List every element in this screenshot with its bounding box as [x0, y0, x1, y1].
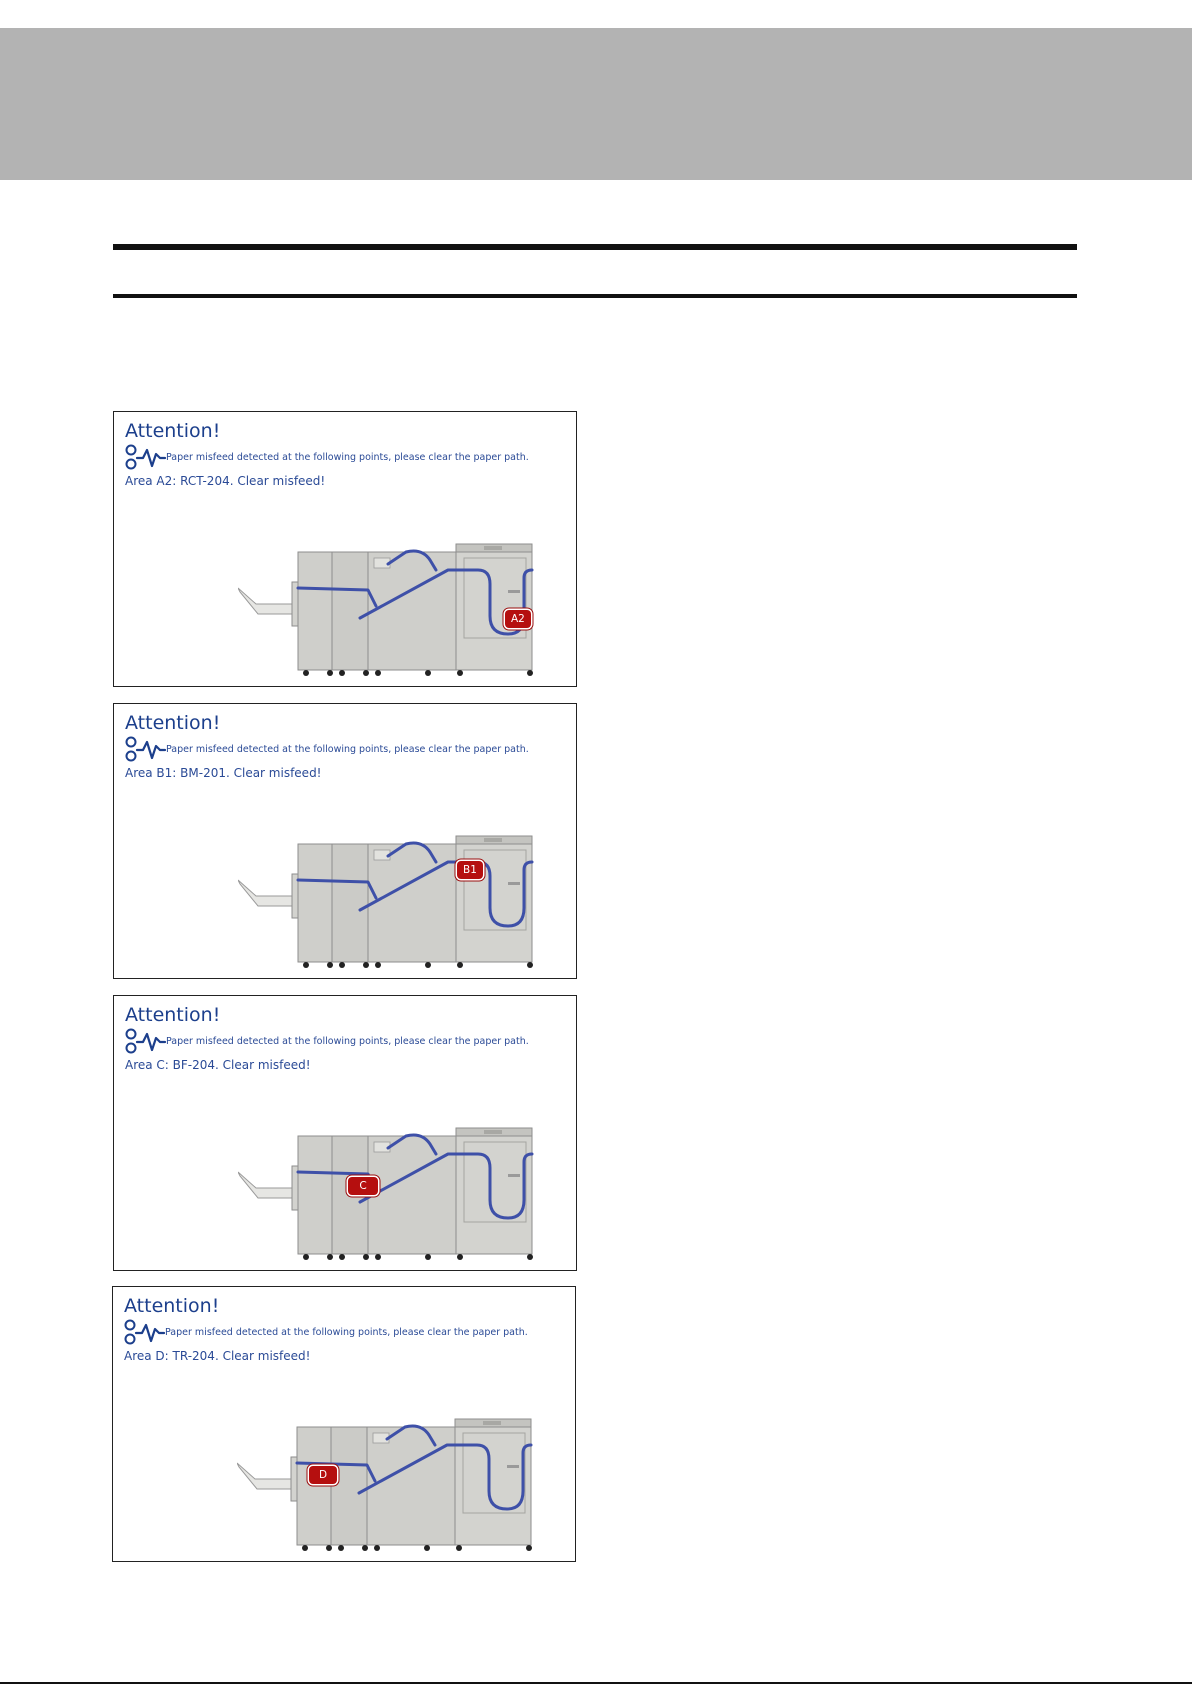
page-bottom-rule: [0, 1682, 1192, 1684]
misfeed-screen-b1: [113, 703, 577, 979]
misfeed-badge[interactable]: B1: [457, 861, 483, 879]
misfeed-icon: [124, 1319, 166, 1347]
misfeed-badge[interactable]: A2: [505, 610, 531, 628]
misfeed-badge[interactable]: D: [309, 1466, 337, 1484]
misfeed-screen-a2: [113, 411, 577, 687]
misfeed-icon: [125, 736, 167, 764]
machine-illustration: [237, 1417, 576, 1557]
machine-illustration: [238, 1126, 577, 1266]
panel-message: Paper misfeed detected at the following points, please clear the paper path.: [166, 744, 529, 755]
section-rule-top: [113, 244, 1077, 250]
panel-message: Paper misfeed detected at the following points, please clear the paper path.: [165, 1327, 528, 1338]
panel-title: Attention!: [124, 1295, 220, 1317]
panel-area-text: Area A2: RCT-204. Clear misfeed!: [125, 474, 326, 488]
machine-illustration: [238, 834, 577, 974]
section-rule-bottom: [113, 294, 1077, 298]
header-band: [0, 28, 1192, 180]
misfeed-icon: [125, 444, 167, 472]
panel-message: Paper misfeed detected at the following points, please clear the paper path.: [166, 452, 529, 463]
panel-title: Attention!: [125, 1004, 221, 1026]
panel-message: Paper misfeed detected at the following points, please clear the paper path.: [166, 1036, 529, 1047]
panel-title: Attention!: [125, 712, 221, 734]
misfeed-badge[interactable]: C: [348, 1177, 378, 1195]
misfeed-screen-c: [113, 995, 577, 1271]
misfeed-icon: [125, 1028, 167, 1056]
panel-title: Attention!: [125, 420, 221, 442]
panel-area-text: Area D: TR-204. Clear misfeed!: [124, 1349, 311, 1363]
misfeed-screen-d: [112, 1286, 576, 1562]
panel-area-text: Area C: BF-204. Clear misfeed!: [125, 1058, 311, 1072]
panel-area-text: Area B1: BM-201. Clear misfeed!: [125, 766, 322, 780]
